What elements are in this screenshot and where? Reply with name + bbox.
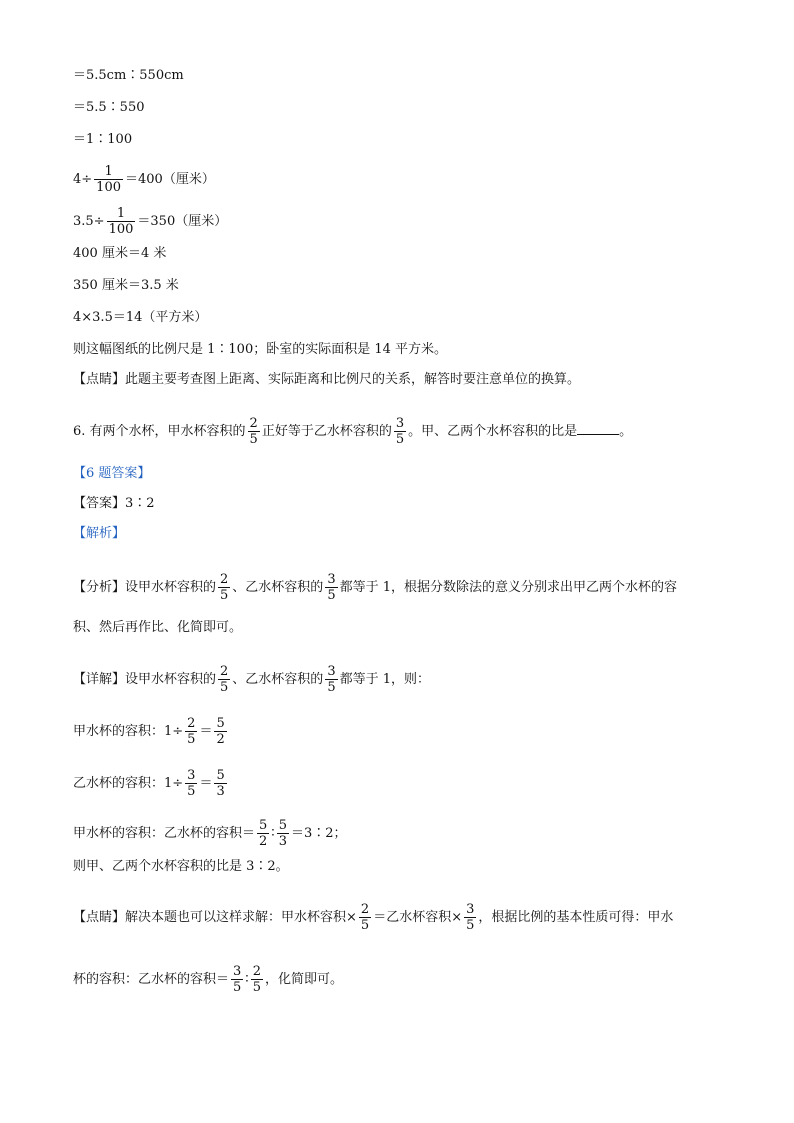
- text: ＝: [199, 776, 213, 791]
- numerator: 2: [187, 716, 196, 731]
- fraction: [94, 164, 123, 195]
- fraction: [277, 818, 289, 849]
- text: 6. 有两个水杯，甲水杯容积的: [73, 424, 246, 439]
- denominator: 5: [360, 918, 370, 933]
- text: ＝3∶2；: [290, 826, 347, 841]
- solution-step-5: [73, 206, 227, 237]
- numerator: 3: [233, 964, 242, 979]
- numerator: 3: [187, 768, 196, 783]
- denominator: 5: [220, 680, 229, 695]
- fraction: [214, 768, 226, 799]
- text: 都等于 1，则：: [339, 672, 430, 687]
- fraction: [218, 664, 230, 695]
- cup-a-capacity: [73, 716, 229, 747]
- denominator: 5: [233, 980, 242, 995]
- fraction: [218, 572, 230, 603]
- solution-step-6: 400 厘米＝4 米: [73, 246, 167, 261]
- numerator: 2: [220, 664, 229, 679]
- text: ＝: [199, 724, 213, 739]
- fraction: [248, 416, 260, 447]
- fraction: [394, 416, 406, 447]
- solution-conclusion: 则这幅图纸的比例尺是 1∶100；卧室的实际面积是 14 平方米。: [73, 342, 448, 357]
- denominator: 5: [327, 588, 336, 603]
- denominator: 3: [216, 784, 225, 799]
- numerator: 3: [395, 416, 405, 431]
- detail-paragraph: [73, 664, 430, 695]
- denominator: 5: [327, 680, 336, 695]
- key-point-2: [73, 902, 673, 933]
- fraction: [107, 206, 136, 237]
- ratio-calculation: [73, 818, 347, 849]
- text: 。甲、乙两个水杯容积的比是: [408, 424, 578, 439]
- numerator: 3: [327, 572, 336, 587]
- text: 甲水杯的容积：乙水杯的容积＝: [73, 826, 256, 841]
- numerator: 5: [259, 818, 268, 833]
- denominator: 5: [220, 588, 229, 603]
- key-point-2-cont: [73, 964, 343, 995]
- denominator: 100: [96, 180, 121, 195]
- fraction: [325, 572, 337, 603]
- denominator: 5: [249, 432, 258, 447]
- denominator: 5: [187, 732, 196, 747]
- numerator: 2: [360, 902, 370, 917]
- numerator: 1: [116, 206, 126, 221]
- solution-step-7: 350 厘米＝3.5 米: [73, 278, 179, 293]
- fraction: [185, 716, 197, 747]
- numerator: 5: [216, 768, 225, 783]
- numerator: 2: [220, 572, 229, 587]
- text: ＝350（厘米）: [137, 214, 228, 229]
- fraction: [325, 664, 337, 695]
- text: 【分析】设甲水杯容积的: [73, 580, 217, 595]
- denominator: 5: [466, 918, 475, 933]
- numerator: 2: [249, 416, 258, 431]
- fraction: [257, 818, 269, 849]
- solution-step-2: ＝5.5∶550: [73, 100, 145, 115]
- text: 乙水杯的容积：1÷: [73, 776, 184, 791]
- analysis-paragraph-cont: 积、然后再作比、化简即可。: [73, 620, 243, 635]
- denominator: 5: [187, 784, 196, 799]
- numerator: 3: [466, 902, 475, 917]
- fraction: [359, 902, 371, 933]
- text: 、乙水杯容积的: [232, 580, 324, 595]
- text: ＝乙水杯容积×: [373, 910, 463, 925]
- numerator: 2: [252, 964, 261, 979]
- text: ∶: [245, 972, 249, 987]
- denominator: 3: [278, 834, 287, 849]
- final-conclusion: 则甲、乙两个水杯容积的比是 3∶2。: [73, 859, 289, 874]
- solution-step-4: [73, 164, 215, 195]
- cup-b-capacity: [73, 768, 229, 799]
- analysis-paragraph: [73, 572, 677, 603]
- fraction: [214, 716, 226, 747]
- fraction: [251, 964, 263, 995]
- text: 正好等于乙水杯容积的: [261, 424, 392, 439]
- text: 。: [619, 424, 633, 439]
- answer-heading: 【6 题答案】: [73, 466, 151, 481]
- answer-blank: [577, 422, 619, 435]
- analysis-heading: 【解析】: [73, 526, 126, 541]
- text: ∶: [271, 826, 275, 841]
- solution-step-1: ＝5.5cm∶550cm: [73, 68, 184, 83]
- text: 、乙水杯容积的: [232, 672, 324, 687]
- text: 4÷: [73, 172, 93, 187]
- text: 都等于 1，根据分数除法的意义分别求出甲乙两个水杯的容: [339, 580, 677, 595]
- text: ，根据比例的基本性质可得：甲水: [478, 910, 674, 925]
- fraction: [464, 902, 476, 933]
- solution-step-8: 4×3.5＝14（平方米）: [73, 310, 208, 325]
- fraction: [231, 964, 243, 995]
- solution-step-3: ＝1∶100: [73, 132, 133, 147]
- text: 【详解】设甲水杯容积的: [73, 672, 217, 687]
- question-6: [73, 416, 632, 447]
- numerator: 1: [104, 164, 113, 179]
- denominator: 2: [216, 732, 225, 747]
- text: ，化简即可。: [264, 972, 343, 987]
- denominator: 100: [108, 222, 134, 237]
- key-point: 【点睛】此题主要考查图上距离、实际距离和比例尺的关系，解答时要注意单位的换算。: [73, 372, 581, 387]
- denominator: 5: [252, 980, 261, 995]
- text: 杯的容积：乙水杯的容积＝: [73, 972, 230, 987]
- denominator: 2: [259, 834, 268, 849]
- answer: 【答案】3∶2: [73, 496, 155, 511]
- text: 【点睛】解决本题也可以这样求解：甲水杯容积×: [73, 910, 357, 925]
- numerator: 5: [278, 818, 287, 833]
- denominator: 5: [395, 432, 405, 447]
- numerator: 3: [327, 664, 336, 679]
- numerator: 5: [216, 716, 225, 731]
- text: 甲水杯的容积：1÷: [73, 724, 184, 739]
- text: ＝400（厘米）: [125, 172, 215, 187]
- text: 3.5÷: [73, 214, 105, 229]
- fraction: [185, 768, 197, 799]
